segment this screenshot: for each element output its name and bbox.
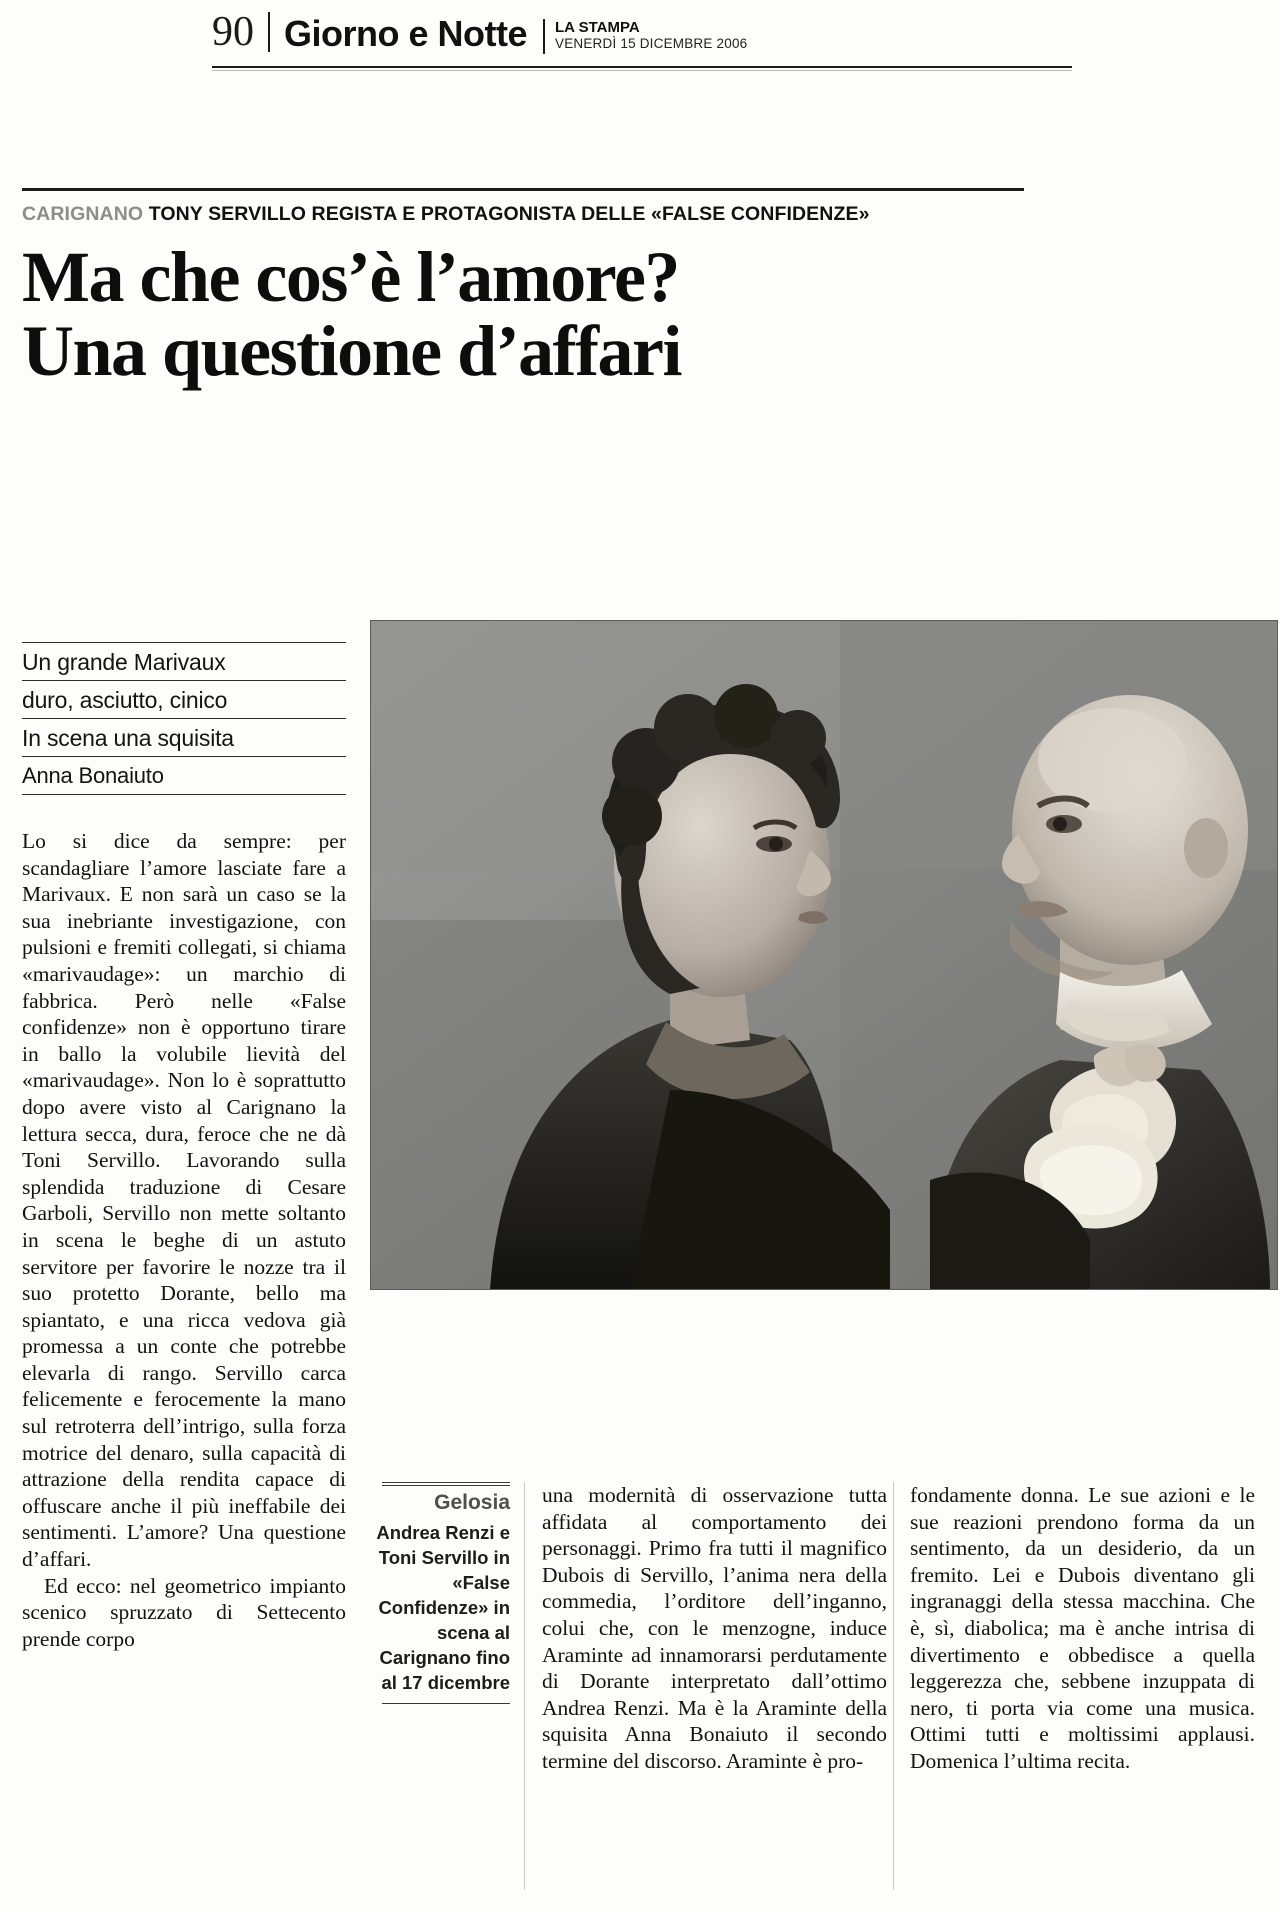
photo-caption bbox=[370, 1482, 510, 1704]
page-title bbox=[22, 237, 1024, 391]
caption-title: Gelosia bbox=[434, 1491, 510, 1514]
two-actors-embrace-photo bbox=[370, 620, 1278, 1290]
issue-date: VENERDÌ 15 DICEMBRE 2006 bbox=[555, 36, 748, 51]
deck-rule-5 bbox=[22, 794, 346, 795]
headline-line-2: Una questione d’affari bbox=[22, 311, 682, 391]
deck-line-4: Anna Bonaiuto bbox=[22, 763, 164, 788]
deck-line-1: Un grande Marivaux bbox=[22, 649, 226, 675]
page-number: 90 bbox=[212, 9, 254, 55]
kicker-venue: CARIGNANO bbox=[22, 203, 144, 225]
column-divider-2 bbox=[893, 1482, 894, 1890]
body-column-2 bbox=[542, 1482, 887, 1775]
caption-rule-top bbox=[382, 1482, 510, 1483]
section-title: Giorno e Notte bbox=[284, 13, 527, 54]
newspaper-brand: LA STAMPA bbox=[555, 19, 640, 36]
masthead bbox=[212, 10, 1072, 54]
deck-line-3: In scena una squisita bbox=[22, 725, 234, 751]
deck-line-2: duro, asciutto, cinico bbox=[22, 687, 228, 713]
caption-text: Andrea Renzi e Toni Servillo in «False Confidenze» in scena al Carignano fino al 17 dicembre bbox=[376, 1522, 510, 1693]
body-column-3 bbox=[910, 1482, 1255, 1775]
kicker-text: TONY SERVILLO REGISTA E PROTAGONISTA DELLE «FALSE CONFIDENZE» bbox=[148, 203, 870, 225]
column-divider-1 bbox=[524, 1482, 525, 1890]
paragraph: Ed ecco: nel geometrico impianto scenico spruzzato di Settecento prende corpo bbox=[22, 1573, 346, 1651]
caption-rule-bottom bbox=[382, 1703, 510, 1704]
kicker-top-rule bbox=[22, 188, 1024, 191]
body-column-1 bbox=[22, 828, 346, 1652]
paragraph: una modernità di osservazione tutta affidata al comportamento dei personaggi. Primo fra tutti il magnifico Dubois di Servillo, l’anima nera della commedia, l’orditore dell’inganno, colui che, con le menzogne, induce Araminte ad innamorarsi perdutamente di Dorante interpretato dall’ottimo Andrea Renzi. Ma è la Araminte della squisita Anna Bonaiuto il secondo termine del discorso. Araminte è pro- bbox=[542, 1483, 887, 1773]
article-header bbox=[22, 188, 1024, 391]
caption-rule-top-2 bbox=[382, 1485, 510, 1486]
kicker bbox=[22, 203, 1024, 226]
masthead-rule bbox=[212, 66, 1072, 68]
masthead-divider bbox=[268, 12, 270, 52]
article-photo bbox=[370, 620, 1278, 1290]
masthead-rule-thin bbox=[212, 70, 1072, 71]
paragraph: fondamente donna. Le sue azioni e le sue reazioni prendono forma da un sentimento, da un desiderio, da un fremito. Lei e Dubois diventano gli ingranaggi della stessa macchina. Che è, sì, diabolica; ma è anche intrisa di divertimento e obbedisce a quella leggerezza che, sebbene inzuppata di nero, ti porta via come una musica. Ottimi tutti e moltissimi applausi. Domenica l’ultima recita. bbox=[910, 1483, 1255, 1773]
article-deck bbox=[22, 642, 346, 795]
paragraph: Lo si dice da sempre: per scandagliare l’amore lasciate fare a Marivaux. E non sarà un caso se la sua inebriante investigazione, con pulsioni e fremiti collegati, si chiama «marivaudage»: un marchio di fabbrica. Però nelle «False confidenze» non è opportuno tirare in ballo la volubile lievità del «marivaudage». Non lo è soprattutto dopo avere visto al Carignano la lettura secca, dura, feroce che ne dà Toni Servillo. Lavorando sulla splendida traduzione di Cesare Garboli, Servillo non mette soltanto in scena le beghe di un astuto servitore per favorire le nozze tra il suo protetto Dorante, bello ma spiantato, e una ricca vedova già promessa a un conte che potrebbe elevarla di rango. Servillo carca felicemente e ferocemente la mano sul retroterra dell’intrigo, sulla forza motrice del denaro, sulla capacità di attrazione della rendita capace di offuscare anche il più ineffabile dei sentimenti. L’amore? Una questione d’affari. bbox=[22, 829, 346, 1572]
masthead-info bbox=[543, 19, 747, 54]
headline-line-1: Ma che cos’è l’amore? bbox=[22, 237, 679, 317]
